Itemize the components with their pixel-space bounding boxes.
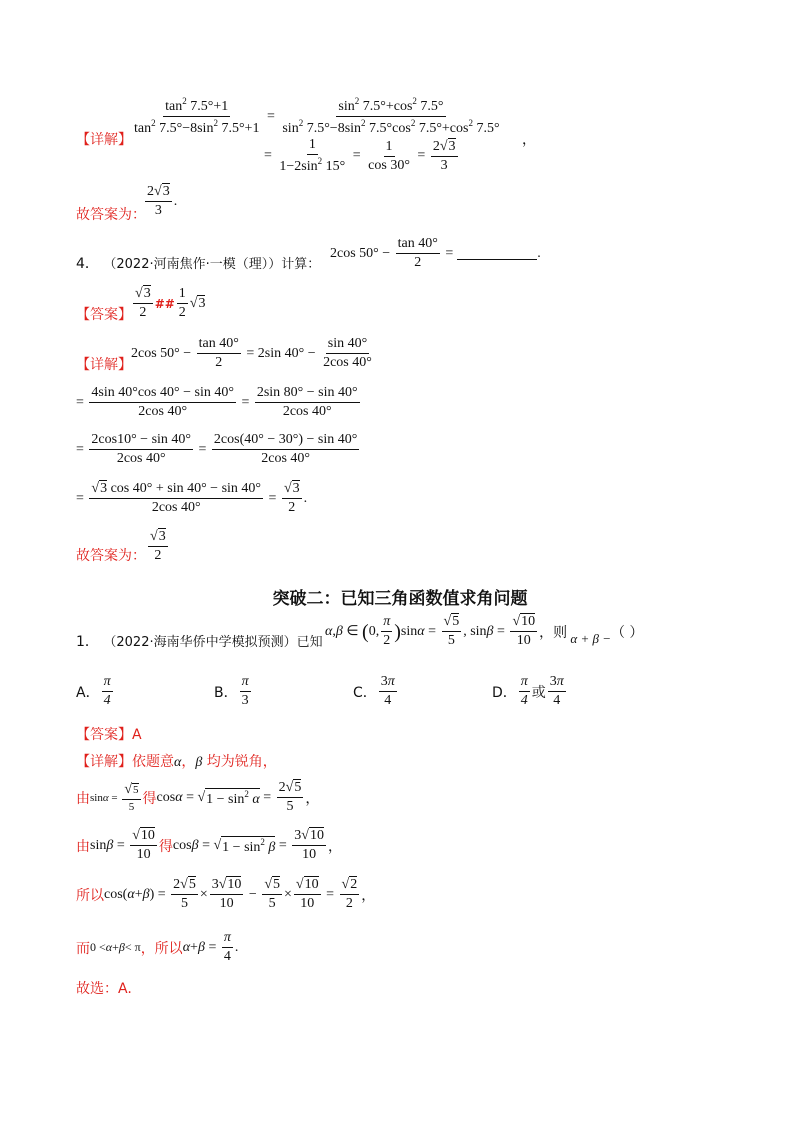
comma: ， — [522, 132, 536, 148]
answer-blank — [457, 247, 537, 260]
final-answer-1: $\frac{2√3}{3}$ . — [147, 184, 178, 219]
q1-step-cos-beta: 由 sin β = $\frac{√10}{10}$ 得 cos β = √ $1 - \sin^2 \beta$ = $\frac{3√10}{10}$ ， — [76, 828, 342, 863]
eq-simplified: = $\frac{1}{1-2\sin^2 15^\circ}$ = $\frac{1}{\cos 30^\circ}$ = $\frac{2√3}{3}$ — [264, 137, 456, 175]
option-c-letter: C． — [353, 684, 377, 701]
q1-detail-line: 【详解】依题意α，β 均为锐角， — [76, 754, 277, 770]
q4-expression: 2cos 50° − $\frac{\tan 40^\circ}{2}$ = . — [330, 236, 541, 271]
option-d-or: 或 — [531, 684, 546, 701]
option-a-letter: A． — [76, 684, 100, 701]
q1-number: 1． — [76, 634, 99, 650]
answer-separator: ## — [154, 296, 175, 311]
option-a[interactable]: A． $\frac{\pi}{4}$ — [76, 674, 111, 709]
q4-source: （2022·河南焦作·一模（理））计算： — [103, 257, 321, 272]
q1-header — [76, 631, 323, 651]
and-label: 而 — [76, 940, 90, 957]
q4-answer: $\frac{√3}{2}$ ## $\frac{1}{2}$ √ 3 — [135, 286, 206, 321]
detail-label-1: 【详解】 — [76, 132, 132, 148]
q4-number: 4． — [76, 256, 99, 272]
option-c[interactable]: C． $\frac{3\pi}{4}$ — [353, 674, 395, 709]
q4-step-3: = $\frac{2\cos 10^\circ - \sin 40^\circ}{2\cos 40^\circ}$ = $\frac{2\cos(40^\circ - 30^\circ) - \sin 40^\circ}{2\cos 40^\circ}$ — [76, 432, 358, 467]
q1-paren: （ ） — [610, 624, 644, 641]
option-d[interactable]: D． $\frac{\pi}{4}$ 或 $\frac{3\pi}{4}$ — [492, 674, 564, 709]
so2-label: ，所以 — [140, 940, 183, 957]
from-1: 由 — [76, 790, 90, 807]
answer-label-q1 — [76, 724, 142, 744]
q1-then: ，则 — [539, 624, 568, 641]
detail-label-4: 【详解】 — [76, 357, 132, 373]
section-title: 突破二：已知三角函数值求角问题 — [272, 589, 528, 609]
detail-text: 依题意 — [132, 754, 174, 770]
q4-step-2: = $\frac{4\sin 40^\circ\cos 40^\circ - \sin 40^\circ}{2\cos 40^\circ}$ = $\frac{2\sin 80^\circ - \sin 40^\circ}{2\cos 40^\circ}$ — [76, 385, 358, 420]
q4-header — [76, 253, 320, 273]
so-label: 所以 — [76, 887, 104, 904]
eq-tan-ratio: $\frac{\tan^2 7.5^\circ+1}{\tan^2 7.5^\circ-8\sin^2 7.5^\circ+1}$ = $\frac{\sin^2 7.5^\circ+\cos^2 7.5^\circ}{\sin^2 7.5^\circ-8\sin^2 7.5^\circ\cos^2 7.5^\circ+\cos^2 7.5^\circ}$ — [134, 96, 500, 137]
q1-source: （2022·海南华侨中学模拟预测）已知 — [103, 635, 323, 650]
q1-step-conclusion: 而 0 < α + β < π ，所以 α + β = $\frac{\pi}{4}$ . — [76, 930, 239, 965]
q4-step-1: 2cos 50° − $\frac{\tan 40^\circ}{2}$ = 2sin 40° − $\frac{\sin 40^\circ}{2\cos 40^\circ}$ — [131, 336, 372, 371]
detail-label-q1: 【详解】 — [76, 754, 132, 770]
option-b-letter: B． — [214, 684, 238, 701]
get-1: 得 — [142, 790, 157, 807]
q1-condition: α , β ∈ ( 0, $\frac{\pi}{2}$ ) sin α = $\frac{√5}{5}$ , sin β = $\frac{√10}{10}$ ，则 α + β − （ ） — [325, 614, 644, 649]
answer-label-4: 【答案】 — [76, 307, 132, 323]
final-answer-4: $\frac{√3}{2}$ — [150, 529, 166, 564]
answer-is-label-4: 故答案为： — [76, 548, 146, 564]
answer-label: 【答案】 — [76, 727, 132, 743]
option-d-letter: D． — [492, 684, 517, 701]
get-2: 得 — [158, 838, 173, 855]
option-b[interactable]: B． $\frac{\pi}{3}$ — [214, 674, 249, 709]
q1-step-cos-sum: 所以 cos( α + β ) = $\frac{2√5}{5}$ × $\frac{3√10}{10}$ − $\frac{√5}{5}$ × $\frac{√10}{10}$ = $\frac{√2}{2}$ ， — [76, 877, 376, 912]
q1-step-cos-alpha: 由 sin α = $\frac{√5}{5}$ 得 cos α = √ $1 - \sin^2 \alpha$ = $\frac{2√5}{5}$ ， — [76, 780, 320, 815]
answer-is-label-1: 故答案为： — [76, 207, 146, 223]
acute-text: 均为锐角， — [206, 754, 277, 770]
therefore-choose: 故选：A. — [76, 981, 132, 997]
q1-answer: A — [132, 727, 142, 743]
from-2: 由 — [76, 838, 90, 855]
q4-step-4: = $\frac{√3 \cos 40^\circ + \sin 40^\circ - \sin 40^\circ}{2\cos 40^\circ}$ = $\frac{√3}{2}$ . — [76, 481, 308, 516]
